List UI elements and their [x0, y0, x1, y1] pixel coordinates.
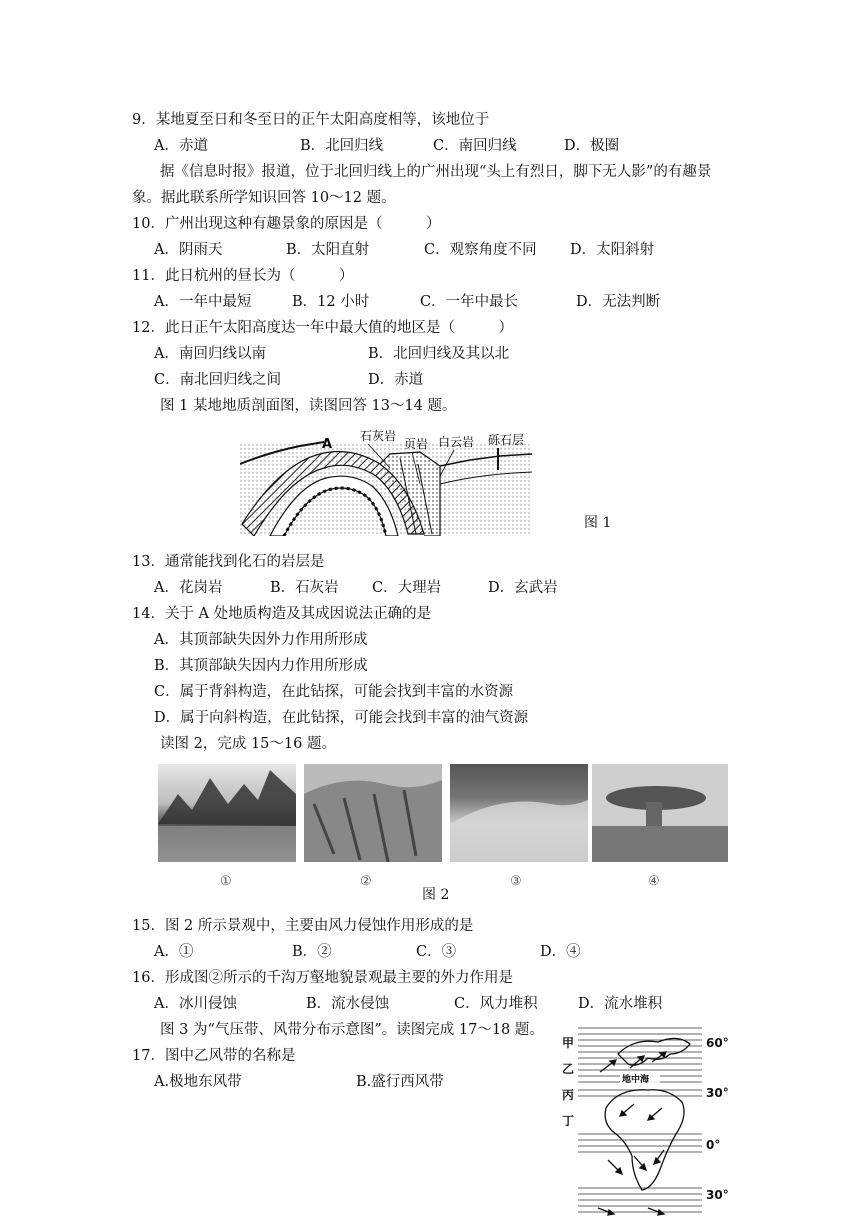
- q15-option-d: D．④: [540, 944, 581, 960]
- q11-option-b: B．12 小时: [292, 294, 370, 310]
- q12-option-a: A．南回归线以南: [154, 346, 266, 362]
- fig3-label-jia: 甲: [562, 1036, 575, 1050]
- fig1-label-limestone: 石灰岩: [360, 429, 397, 443]
- q15-stem: 15．图 2 所示景观中，主要由风力侵蚀作用形成的是: [132, 918, 474, 934]
- fig1-label-a: A: [322, 437, 333, 452]
- q13-option-b: B．石灰岩: [270, 580, 339, 596]
- intro-10-12-line2: 象。据此联系所学知识回答 10～12 题。: [132, 190, 396, 206]
- figure2-caption: 图 2: [422, 887, 450, 903]
- q13-option-a: A．花岗岩: [154, 580, 223, 596]
- q11-option-d: D．无法判断: [576, 294, 661, 310]
- figure2-label-1: ①: [220, 874, 232, 889]
- fig3-lat-0: 0°: [706, 1138, 721, 1152]
- fig3-lat-60: 60°: [706, 1036, 729, 1050]
- intro-17-18: 图 3 为“气压带、风带分布示意图”。读图完成 17～18 题。: [160, 1022, 544, 1038]
- fig3-label-yi: 乙: [562, 1062, 575, 1076]
- q9-option-d: D．极圈: [564, 138, 620, 154]
- q11-option-a: A．一年中最短: [154, 294, 252, 310]
- figure2-photo-3: [450, 764, 588, 862]
- fig3-lat-30s: 30°: [706, 1188, 729, 1202]
- figure1-geologic-section: [240, 424, 532, 536]
- q14-option-b: B．其顶部缺失因内力作用所形成: [154, 658, 368, 674]
- q13-option-d: D．玄武岩: [488, 580, 558, 596]
- q17-option-a: A.极地东风带: [154, 1074, 242, 1090]
- fig3-label-bing: 丙: [562, 1088, 575, 1102]
- q14-option-a: A．其顶部缺失因外力作用所形成: [154, 632, 368, 648]
- q9-option-a: A．赤道: [154, 138, 208, 154]
- q10-option-a: A．阴雨天: [154, 242, 223, 258]
- fig3-map-text: 地中海: [622, 1075, 650, 1085]
- q10-option-c: C．观察角度不同: [424, 242, 537, 258]
- q10-option-d: D．太阳斜射: [570, 242, 655, 258]
- q16-option-a: A．冰川侵蚀: [154, 996, 237, 1012]
- figure2-photo-4: [592, 764, 728, 862]
- fig1-label-dolomite: 白云岩: [438, 435, 475, 449]
- figure1-caption: 图 1: [584, 515, 612, 531]
- q15-option-a: A．①: [154, 944, 194, 960]
- fig1-label-gravel: 砾石层: [488, 433, 525, 447]
- q9-option-b: B．北回归线: [300, 138, 384, 154]
- q12-option-c: C．南北回归线之间: [154, 372, 282, 388]
- fig3-lat-30n: 30°: [706, 1086, 729, 1100]
- figure3-wind-belt-map: [578, 1024, 702, 1216]
- q11-stem: 11．此日杭州的昼长为（ ）: [132, 268, 354, 284]
- q17-option-b: B.盛行西风带: [356, 1074, 444, 1090]
- q11-option-c: C．一年中最长: [420, 294, 519, 310]
- q15-option-b: B．②: [292, 944, 332, 960]
- q13-stem: 13．通常能找到化石的岩层是: [132, 554, 325, 570]
- q10-option-b: B．太阳直射: [286, 242, 370, 258]
- q15-option-c: C．③: [416, 944, 457, 960]
- fig1-label-shale: 页岩: [404, 437, 429, 451]
- q13-option-c: C．大理岩: [372, 580, 442, 596]
- q14-option-d: D．属于向斜构造，在此钻探，可能会找到丰富的油气资源: [154, 710, 529, 726]
- q16-stem: 16．形成图②所示的千沟万壑地貌景观最主要的外力作用是: [132, 970, 513, 986]
- q12-option-b: B．北回归线及其以北: [368, 346, 510, 362]
- figure2-label-3: ③: [510, 874, 522, 889]
- figure2-label-2: ②: [360, 874, 372, 889]
- q16-option-d: D．流水堆积: [578, 996, 663, 1012]
- q12-option-d: D．赤道: [368, 372, 424, 388]
- q10-stem: 10．广州出现这种有趣景象的原因是（ ）: [132, 216, 441, 232]
- intro-13-14: 图 1 某地地质剖面图，读图回答 13～14 题。: [160, 398, 457, 414]
- q16-option-c: C．风力堆积: [454, 996, 538, 1012]
- q9-option-c: C．南回归线: [433, 138, 517, 154]
- fig3-label-ding: 丁: [562, 1114, 575, 1128]
- intro-10-12-line1: 据《信息时报》报道，位于北回归线上的广州出现“头上有烈日，脚下无人影”的有趣景: [160, 164, 712, 180]
- figure2-label-4: ④: [648, 874, 660, 889]
- q12-stem: 12．此日正午太阳高度达一年中最大值的地区是（ ）: [132, 320, 513, 336]
- q14-stem: 14．关于 A 处地质构造及其成因说法正确的是: [132, 606, 432, 622]
- q14-option-c: C．属于背斜构造，在此钻探，可能会找到丰富的水资源: [154, 684, 514, 700]
- q9-stem: 9．某地夏至日和冬至日的正午太阳高度相等，该地位于: [132, 112, 490, 128]
- figure2-photo-1: [158, 764, 296, 862]
- q16-option-b: B．流水侵蚀: [306, 996, 390, 1012]
- figure2-photo-2: [304, 764, 442, 862]
- intro-15-16: 读图 2，完成 15～16 题。: [160, 736, 336, 752]
- q17-stem: 17．图中乙风带的名称是: [132, 1048, 296, 1064]
